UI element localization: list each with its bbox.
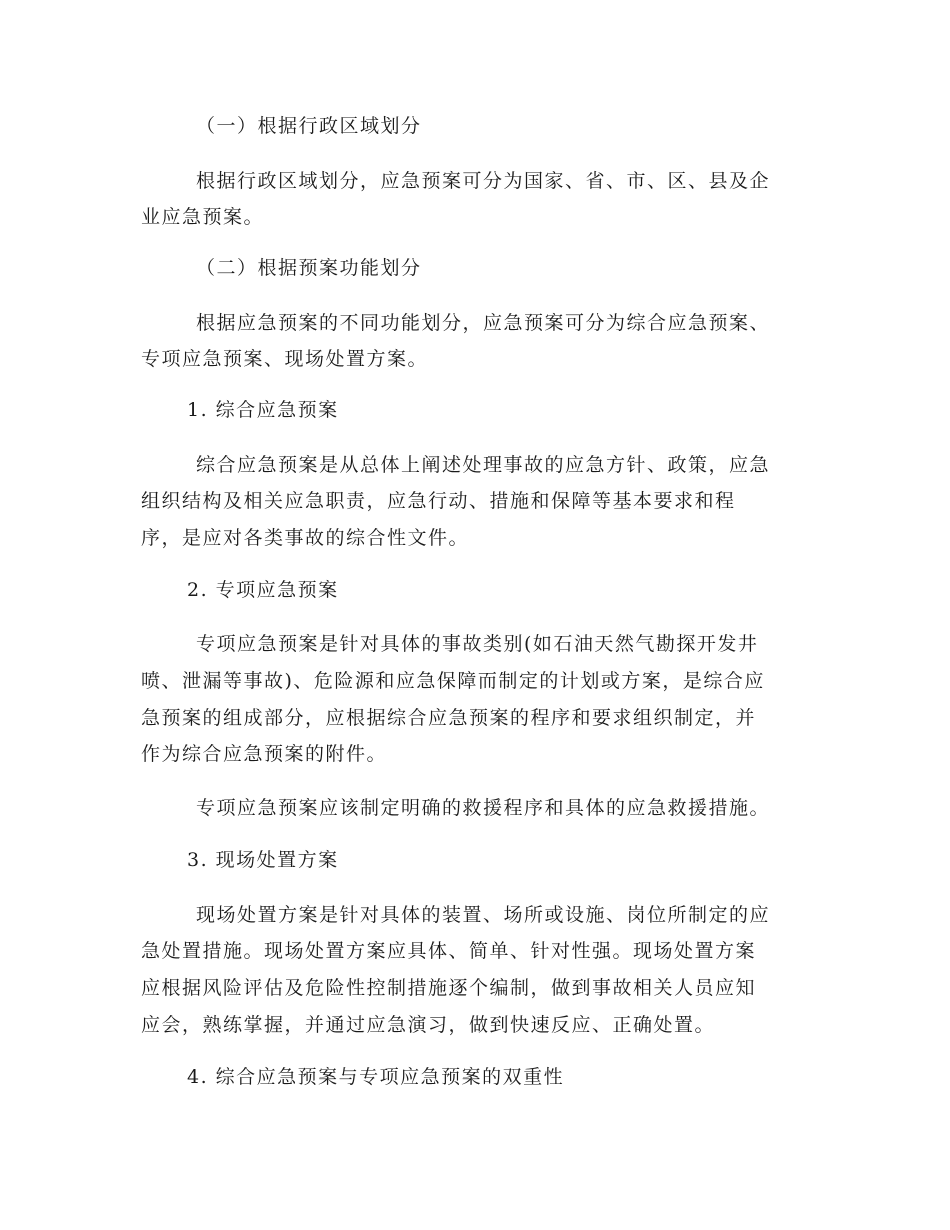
paragraph-line: 急预案的组成部分，应根据综合应急预案的程序和要求组织制定，并 — [141, 707, 757, 729]
paragraph-line: 组织结构及相关应急职责，应急行动、措施和保障等基本要求和程 — [141, 490, 736, 512]
paragraph-line: 根据应急预案的不同功能划分，应急预案可分为综合应急预案、 — [196, 312, 771, 334]
item-heading-onsite: 3. 现场处置方案 — [187, 849, 339, 871]
paragraph-line: 综合应急预案是从总体上阐述处理事故的应急方针、政策，应急 — [196, 454, 771, 476]
paragraph-line: 序，是应对各类事故的综合性文件。 — [141, 527, 470, 549]
section-heading-function: （二）根据预案功能划分 — [196, 257, 422, 279]
paragraph-line: 现场处置方案是针对具体的装置、场所或设施、岗位所制定的应 — [196, 904, 771, 926]
item-heading-special: 2. 专项应急预案 — [187, 579, 339, 601]
paragraph-line: 专项应急预案应该制定明确的救援程序和具体的应急救援措施。 — [196, 797, 771, 819]
paragraph-line: 作为综合应急预案的附件。 — [141, 743, 388, 765]
paragraph-line: 应会，熟练掌握，并通过应急演习，做到快速反应、正确处置。 — [141, 1014, 716, 1036]
paragraph-line: 专项应急预案、现场处置方案。 — [141, 348, 429, 370]
item-heading-duality: 4. 综合应急预案与专项应急预案的双重性 — [187, 1066, 565, 1088]
paragraph-line: 急处置措施。现场处置方案应具体、简单、针对性强。现场处置方案 — [141, 940, 757, 962]
paragraph-line: 喷、泄漏等事故)、危险源和应急保障而制定的计划或方案，是综合应 — [141, 670, 765, 692]
section-heading-administrative: （一）根据行政区域划分 — [196, 115, 422, 137]
paragraph-line: 应根据风险评估及危险性控制措施逐个编制，做到事故相关人员应知 — [141, 977, 757, 999]
item-heading-comprehensive: 1. 综合应急预案 — [187, 399, 339, 421]
paragraph-line: 根据行政区域划分，应急预案可分为国家、省、市、区、县及企 — [196, 170, 771, 192]
paragraph-line: 专项应急预案是针对具体的事故类别(如石油天然气勘探开发井 — [196, 633, 759, 655]
paragraph-line: 业应急预案。 — [141, 206, 265, 228]
